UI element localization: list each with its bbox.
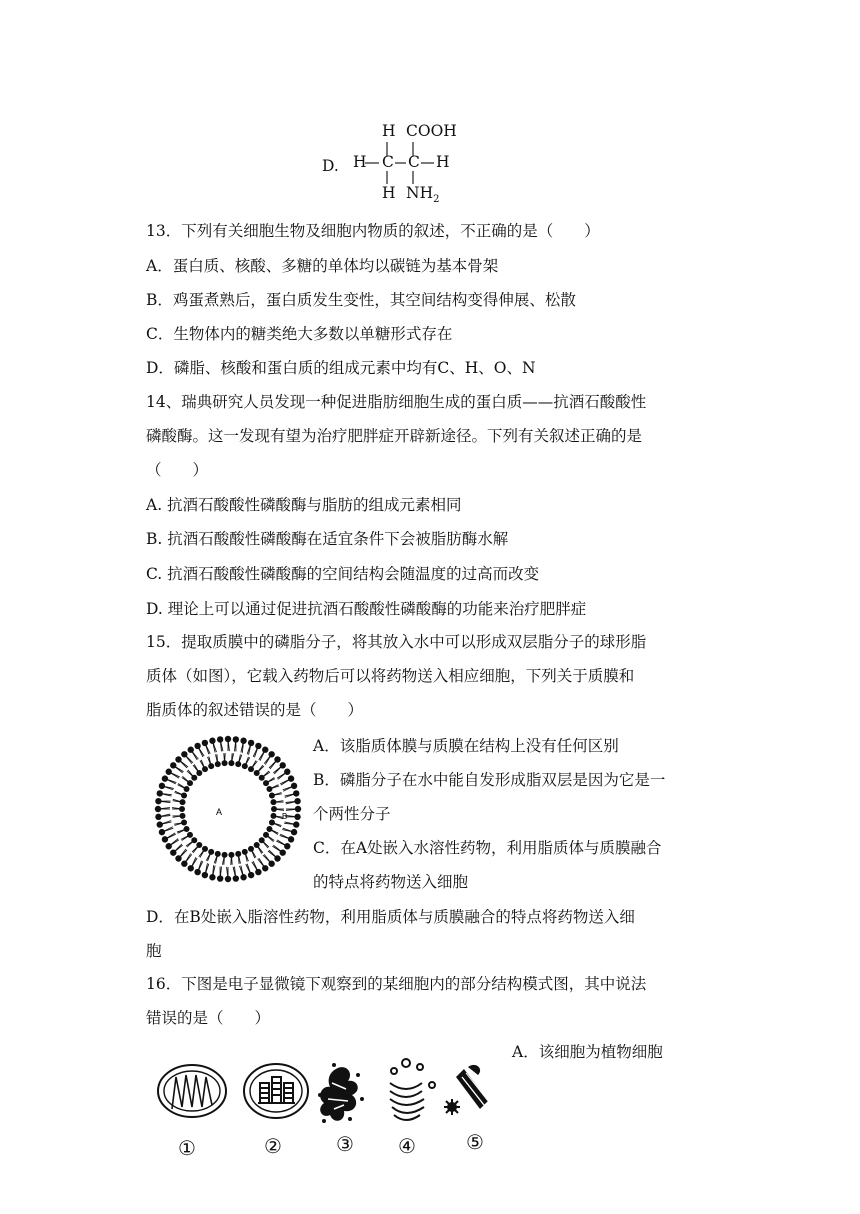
q13-stem: 13．下列有关细胞生物及细胞内物质的叙述，不正确的是（ ） (146, 222, 600, 240)
endoplasmic-reticulum-drawing (318, 1063, 364, 1123)
phospholipid-molecule (253, 743, 261, 758)
phospholipid-molecule (235, 754, 242, 767)
phospholipid-molecule (175, 849, 187, 862)
phospholipid-molecule (269, 792, 282, 798)
organelle-label-3: ③ (336, 1132, 354, 1156)
phospholipid-molecule (286, 806, 301, 812)
phospholipid-molecule (209, 865, 215, 880)
q12-option-d-label: D. (322, 157, 339, 175)
q14-option-c: C. 抗酒石酸酸性磷酸酶的空间结构会随温度的过高而改变 (146, 565, 540, 583)
phospholipid-molecule (155, 806, 170, 812)
phospholipid-molecule (155, 798, 170, 804)
q15-option-d-line-1: D．在B处嵌入脂溶性药物，利用脂质体与质膜融合的特点将药物送入细 (146, 908, 635, 926)
phospholipid-molecule (286, 798, 301, 804)
mitochondrion-drawing (158, 1065, 226, 1117)
phospholipid-molecule (206, 849, 214, 861)
phospholipid-molecule (259, 837, 269, 848)
phospholipid-molecule (263, 854, 275, 867)
q15-stem-line-2: 质体（如图），它载入药物后可以将药物送入相应细胞，下列关于质膜和 (146, 667, 635, 685)
q14-option-d: D. 理论上可以通过促进抗酒石酸酸性磷酸酶的功能来治疗肥胖症 (146, 600, 587, 618)
phospholipid-molecule (181, 751, 193, 764)
phospholipid-molecule (284, 821, 299, 827)
phospholipid-molecule (157, 790, 172, 796)
phospholipid-molecule (166, 769, 180, 779)
formula-nh2: $NH_2$ (406, 184, 440, 206)
phospholipid-molecule (155, 814, 170, 820)
phospholipid-molecule (174, 791, 187, 798)
formula-c1: C (382, 153, 394, 171)
liposome-figure (154, 735, 302, 883)
phospholipid-molecule (239, 866, 246, 881)
phospholipid-molecule (181, 853, 192, 867)
formula-top-h: H (382, 122, 396, 140)
formula-cooh: COOH (406, 122, 457, 140)
phospholipid-molecule (208, 756, 215, 769)
phospholipid-molecule (280, 834, 295, 842)
q15-option-c-line-2: 的特点将药物送入细胞 (313, 873, 469, 891)
q13-option-c: C．生物体内的糖类绝大多数以单糖形式存在 (146, 325, 453, 343)
formula-bottom-h: H (382, 184, 396, 202)
liposome-label-a: A (216, 807, 223, 817)
phospholipid-molecule (272, 845, 286, 856)
q16-option-a: A．该细胞为植物细胞 (512, 1043, 663, 1061)
phospholipid-molecule (285, 790, 300, 797)
phospholipid-molecule (159, 827, 174, 836)
phospholipid-molecule (235, 851, 241, 864)
phospholipid-molecule (209, 738, 216, 753)
q14-option-a: A. 抗酒石酸酸性磷酸酶与脂肪的组成元素相同 (146, 496, 462, 514)
phospholipid-molecule (283, 783, 298, 792)
phospholipid-molecule (273, 762, 286, 774)
q15-option-b-line-2: 个两性分子 (313, 805, 391, 823)
phospholipid-molecule (177, 826, 190, 833)
phospholipid-molecule (246, 864, 255, 879)
phospholipid-molecule (259, 771, 270, 781)
phospholipid-molecule (217, 736, 223, 751)
formula-left-h: H (353, 153, 367, 171)
phospholipid-molecule (242, 757, 250, 769)
phospholipid-molecule (186, 837, 197, 847)
phospholipid-molecule (157, 820, 172, 827)
phospholipid-molecule (228, 753, 234, 766)
phospholipid-molecule (240, 738, 246, 753)
phospholipid-molecule (170, 844, 183, 856)
phospholipid-molecule (264, 751, 275, 765)
organelle-label-2: ② (264, 1134, 282, 1158)
phospholipid-molecule (282, 828, 297, 835)
phospholipid-molecule (200, 760, 208, 772)
formula-right-h: H (436, 153, 450, 171)
organelle-drawings (150, 1055, 510, 1165)
phospholipid-molecule (266, 785, 279, 792)
phospholipid-molecule (159, 783, 174, 790)
phospholipid-molecule (242, 849, 249, 862)
phospholipid-molecule (193, 764, 202, 776)
phospholipid-molecule (170, 762, 184, 773)
phospholipid-molecule (263, 777, 275, 786)
phospholipid-molecule (175, 756, 188, 768)
phospholipid-molecule (222, 753, 228, 766)
liposome-label-b: B (282, 812, 288, 821)
formula-c2: C (408, 153, 420, 171)
phospholipid-molecule (233, 736, 239, 751)
phospholipid-molecule (215, 754, 221, 767)
q15-option-b-line-1: B．磷脂分子在水中能自发形成脂双层是因为它是一 (313, 771, 666, 789)
phospholipid-molecule (173, 799, 186, 805)
organelle-figure (150, 1055, 510, 1165)
q14-stem-line-1: 14、瑞典研究人员发现一种促进脂肪细胞生成的蛋白质——抗酒石酸酸性 (146, 393, 647, 411)
phospholipid-molecule (228, 852, 234, 865)
phospholipid-molecule (276, 840, 290, 850)
phospholipid-molecule (214, 851, 221, 864)
phospholipid-molecule (187, 770, 197, 781)
phospholipid-molecule (269, 820, 282, 827)
phospholipid-molecule (270, 799, 283, 805)
q15-option-a: A．该脂质体膜与质膜在结构上没有任何区别 (313, 737, 619, 755)
phospholipid-molecule (248, 846, 256, 858)
phospholipid-molecule (202, 740, 211, 755)
organelle-label-5: ⑤ (466, 1130, 484, 1154)
chloroplast-drawing (244, 1064, 308, 1118)
centrosome-drawing (444, 1065, 488, 1115)
phospholipid-molecule (269, 756, 281, 769)
phospholipid-molecule (172, 813, 185, 819)
organelle-label-4: ④ (398, 1134, 416, 1158)
q16-stem-line-2: 错误的是（ ） (146, 1009, 271, 1027)
phospholipid-molecule (217, 866, 223, 881)
q15-stem-line-3: 脂质体的叙述错误的是（ ） (146, 701, 364, 719)
liposome-bilayer-drawing (154, 735, 302, 883)
phospholipid-molecule (225, 736, 231, 751)
phospholipid-molecule (192, 842, 202, 853)
q14-stem-line-2: 磷酸酶。这一发现有望为治疗肥胖症开辟新途径。下列有关叙述正确的是 (146, 427, 643, 445)
phospholipid-molecule (174, 820, 187, 826)
q15-option-d-line-2: 胞 (146, 942, 162, 960)
q13-option-b: B．鸡蛋煮熟后，蛋白质发生变性，其空间结构变得伸展、松散 (146, 291, 576, 309)
organelle-label-1: ① (178, 1136, 196, 1160)
phospholipid-molecule (222, 852, 228, 865)
q14-stem-line-3: （ ） (146, 461, 209, 479)
phospholipid-molecule (194, 861, 202, 876)
phospholipid-molecule (254, 842, 263, 854)
phospholipid-molecule (259, 747, 269, 761)
phospholipid-molecule (268, 850, 281, 862)
phospholipid-molecule (233, 867, 239, 882)
q13-option-a: A．蛋白质、核酸、多糖的单体均以碳链为基本骨架 (146, 257, 499, 275)
phospholipid-molecule (172, 806, 185, 812)
phospholipid-molecule (254, 765, 264, 776)
phospholipid-molecule (285, 814, 300, 820)
golgi-apparatus-drawing (390, 1059, 435, 1120)
q16-stem-line-1: 16．下图是电子显微镜下观察到的某细胞内的部分结构模式图，其中说法 (146, 975, 647, 993)
phospholipid-molecule (225, 867, 231, 882)
alanine-structural-formula (350, 118, 480, 208)
phospholipid-molecule (181, 832, 193, 841)
phospholipid-molecule (247, 740, 254, 755)
phospholipid-molecule (162, 775, 177, 783)
q15-option-c-line-1: C．在A处嵌入水溶性药物，利用脂质体与质膜融合 (313, 839, 662, 857)
q14-option-b: B. 抗酒石酸酸性磷酸酶在适宜条件下会被脂肪酶水解 (146, 530, 509, 548)
phospholipid-molecule (202, 863, 209, 878)
q13-option-d: D．磷脂、核酸和蛋白质的组成元素中均有C、H、O、N (146, 359, 536, 377)
q15-stem-line-1: 15．提取质膜中的磷脂分子，将其放入水中可以形成双层脂分子的球形脂 (146, 633, 647, 651)
phospholipid-molecule (188, 857, 198, 871)
